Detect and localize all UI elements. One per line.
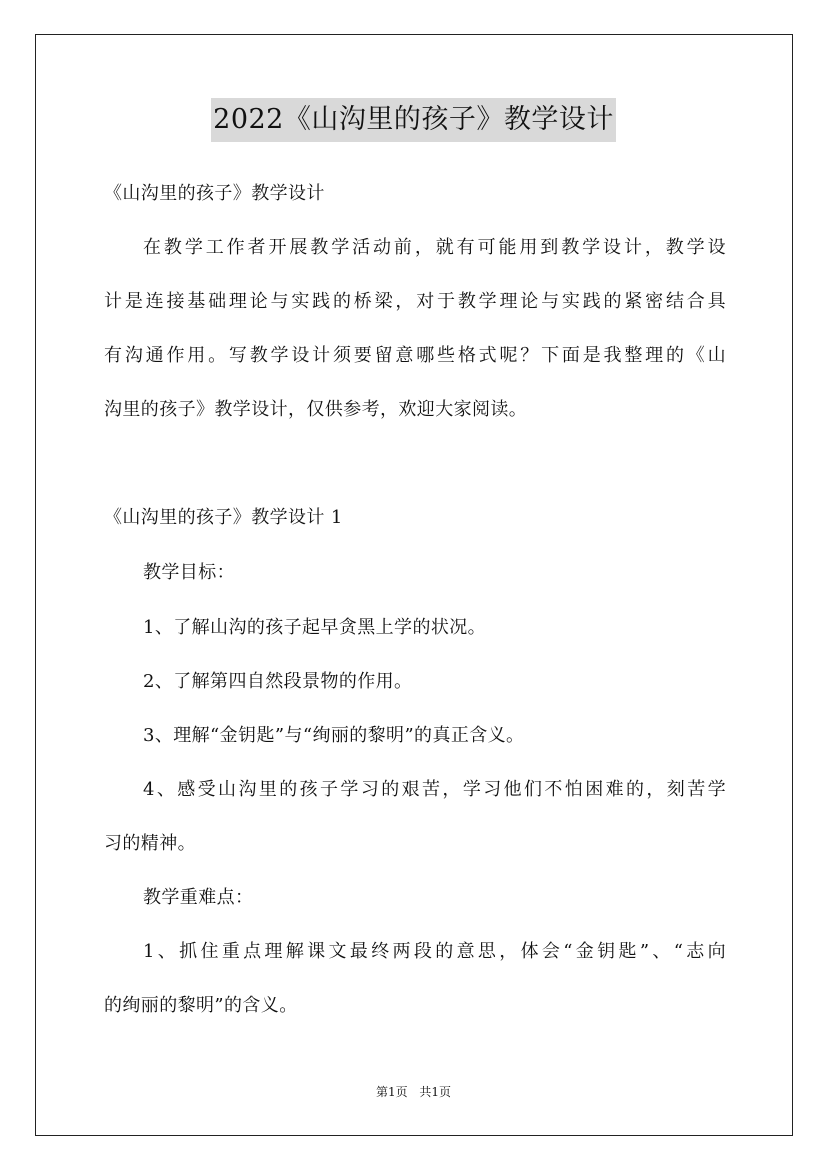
title-container	[0, 98, 827, 142]
objective-item: 1、了解山沟的孩子起早贪黑上学的状况。	[143, 617, 487, 638]
objectives-heading: 教学目标：	[143, 562, 235, 583]
intro-line: 计是连接基础理论与实践的桥梁，对于教学理论与实践的紧密结合具	[104, 291, 726, 312]
intro-line: 沟里的孩子》教学设计，仅供参考，欢迎大家阅读。	[104, 399, 528, 420]
objective-item: 2、了解第四自然段景物的作用。	[143, 671, 413, 692]
subtitle: 《山沟里的孩子》教学设计	[104, 183, 325, 204]
objective-item-continued: 习的精神。	[104, 833, 196, 854]
intro-line: 有沟通作用。写教学设计须要留意哪些格式呢？下面是我整理的《山	[104, 345, 726, 366]
document-title: 2022《山沟里的孩子》教学设计	[211, 98, 616, 142]
objective-item: 4、感受山沟里的孩子学习的艰苦，学习他们不怕困难的，刻苦学	[143, 779, 726, 800]
intro-line: 在教学工作者开展教学活动前，就有可能用到教学设计，教学设	[143, 237, 726, 258]
section-heading: 《山沟里的孩子》教学设计 1	[104, 507, 343, 528]
difficulty-heading: 教学重难点：	[143, 887, 254, 908]
page-footer: 第1页 共1页	[375, 1085, 452, 1099]
difficulty-item-continued: 的绚丽的黎明”的含义。	[104, 995, 298, 1016]
objective-item: 3、理解“金钥匙”与“绚丽的黎明”的真正含义。	[143, 725, 525, 746]
difficulty-item: 1、抓住重点理解课文最终两段的意思，体会“金钥匙”、“志向	[143, 941, 726, 962]
